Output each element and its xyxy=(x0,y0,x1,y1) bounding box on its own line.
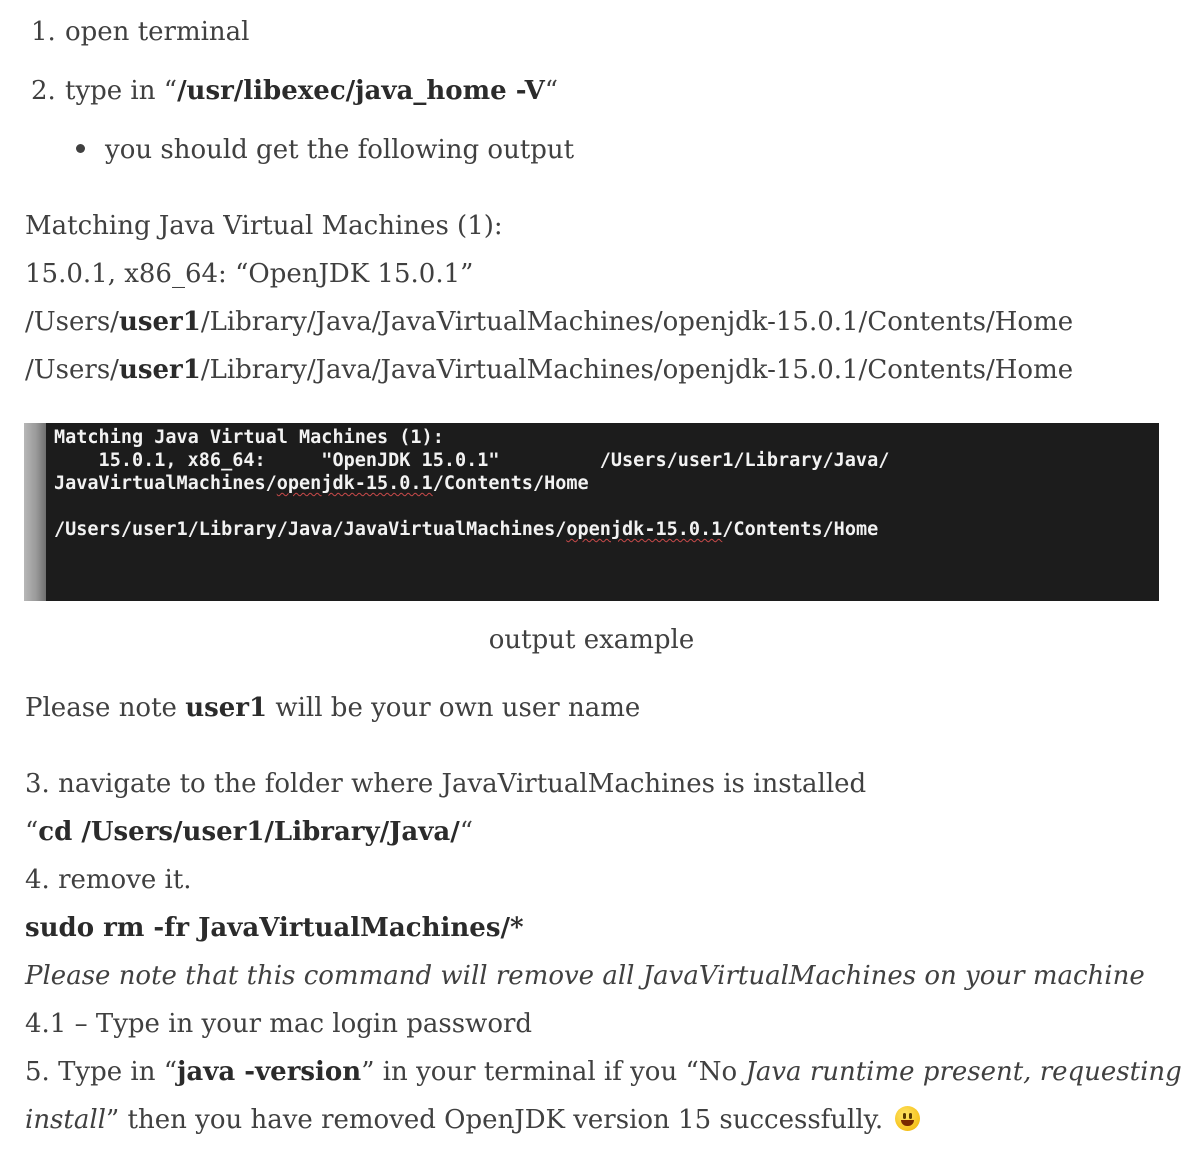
terminal-line-3 xyxy=(54,473,589,494)
command-text: /usr/libexec/java_home -V xyxy=(177,76,545,106)
terminal-text: /Contents/Home xyxy=(722,519,879,540)
terminal-line-5 xyxy=(54,519,878,540)
path-suffix: /Library/Java/JavaVirtualMachines/openjdk-15.0.1/Contents/Home xyxy=(200,355,1074,385)
step-4-warning: Please note that this command will remove all JavaVirtualMachines on your machine xyxy=(25,961,1145,991)
image-caption: output example xyxy=(488,625,695,655)
step-text: type in “ xyxy=(65,76,178,106)
step-3-text: 3. navigate to the folder where JavaVirtualMachines is installed xyxy=(25,769,867,799)
step-number: 2. xyxy=(31,76,56,106)
output-path-line-2 xyxy=(25,353,1073,387)
command-text: sudo rm -fr JavaVirtualMachines/* xyxy=(25,913,524,943)
terminal-line-1: Matching Java Virtual Machines (1): xyxy=(54,427,444,448)
step-5-line-2 xyxy=(25,1103,920,1137)
quote-mark: “ xyxy=(544,76,559,106)
note-text: will be your own user name xyxy=(267,693,641,723)
bullet-text: you should get the following output xyxy=(105,135,575,165)
quote-mark: “ xyxy=(459,817,473,847)
quote-mark: “ xyxy=(25,817,39,847)
step-text: open terminal xyxy=(65,17,250,47)
terminal-output xyxy=(54,426,889,541)
quote-mark: ” xyxy=(105,1105,120,1135)
note-text: Please note xyxy=(25,693,186,723)
command-text: cd /Users/user1/Library/Java/ xyxy=(38,817,460,847)
step-5-line-1 xyxy=(25,1055,1182,1089)
step-1 xyxy=(31,15,250,49)
note-user: user1 xyxy=(185,693,268,723)
italic-text: install xyxy=(25,1105,106,1135)
step-text: ” in your terminal if you “No xyxy=(361,1057,746,1087)
step-4-command xyxy=(25,911,524,945)
bullet-icon xyxy=(76,144,85,153)
spellcheck-underline: openjdk-15.0.1 xyxy=(276,473,433,494)
path-prefix: /Users/ xyxy=(25,355,119,385)
terminal-line-2: 15.0.1, x86_64: "OpenJDK 15.0.1" /Users/user1/Library/Java/ xyxy=(54,450,890,471)
path-user: user1 xyxy=(118,355,201,385)
step-text: then you have removed OpenJDK version 15 successfully. xyxy=(119,1105,892,1135)
output-line-1: Matching Java Virtual Machines (1): xyxy=(25,211,503,241)
smiley-icon xyxy=(895,1106,920,1131)
output-path-line-1 xyxy=(25,305,1073,339)
terminal-text: /Users/user1/Library/Java/JavaVirtualMachines/ xyxy=(54,519,567,540)
italic-text: Java runtime present, requesting xyxy=(745,1057,1182,1087)
step-number: 1. xyxy=(31,17,56,47)
bullet-item xyxy=(76,133,574,167)
path-prefix: /Users/ xyxy=(25,307,119,337)
step-4-1-text: 4.1 – Type in your mac login password xyxy=(25,1009,533,1039)
path-user: user1 xyxy=(118,307,201,337)
output-line-2: 15.0.1, x86_64: “OpenJDK 15.0.1” xyxy=(25,259,474,289)
terminal-screenshot xyxy=(24,423,1159,601)
step-4-text: 4. remove it. xyxy=(25,865,192,895)
spellcheck-underline: openjdk-15.0.1 xyxy=(566,519,723,540)
terminal-text: JavaVirtualMachines/ xyxy=(54,473,277,494)
terminal-text: /Contents/Home xyxy=(432,473,589,494)
step-3-command xyxy=(25,815,473,849)
step-2 xyxy=(31,74,558,108)
terminal-gutter xyxy=(24,423,46,601)
user-note xyxy=(25,691,640,725)
command-text: java -version xyxy=(177,1057,362,1087)
step-text: 5. Type in “ xyxy=(25,1057,178,1087)
path-suffix: /Library/Java/JavaVirtualMachines/openjdk-15.0.1/Contents/Home xyxy=(200,307,1074,337)
